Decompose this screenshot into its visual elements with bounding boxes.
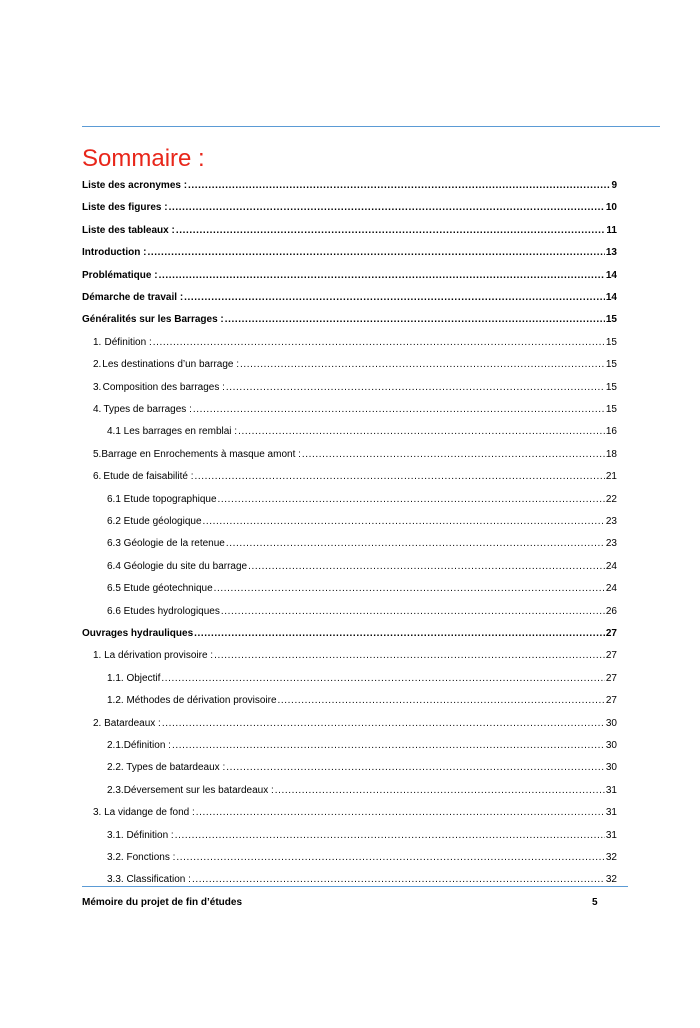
- dot-leader: [159, 270, 605, 282]
- toc-entry-label: 6.5 Etude géotechnique: [107, 583, 213, 595]
- toc-entry-label: Généralités sur les Barrages :: [82, 314, 224, 326]
- toc-entry-label: Démarche de travail :: [82, 292, 184, 303]
- dot-leader: [225, 314, 605, 326]
- dot-leader: [196, 807, 605, 819]
- header-rule: [82, 126, 660, 127]
- toc-entry-page: 14: [605, 292, 617, 303]
- dot-leader: [184, 292, 605, 304]
- toc-entry[interactable]: [93, 646, 617, 662]
- toc-entry[interactable]: [93, 355, 617, 371]
- toc-entry[interactable]: [107, 534, 617, 550]
- toc-entry[interactable]: [93, 400, 617, 416]
- toc-entry-label: 3. La vidange de fond :: [93, 807, 195, 819]
- toc-entry[interactable]: [107, 490, 617, 506]
- dot-leader: [275, 785, 605, 797]
- dot-leader: [162, 718, 605, 730]
- dot-leader: [214, 650, 605, 662]
- dot-leader: [161, 673, 605, 685]
- dot-leader: [147, 247, 604, 259]
- toc-entry[interactable]: [82, 243, 617, 259]
- toc-entry[interactable]: [82, 310, 617, 326]
- toc-entry-page: 27: [605, 672, 617, 684]
- toc-entry-page: 15: [605, 404, 617, 415]
- dot-leader: [153, 337, 605, 349]
- dot-leader: [248, 561, 605, 573]
- toc-title: Sommaire :: [82, 145, 205, 172]
- toc-entry[interactable]: [82, 176, 617, 192]
- toc-entry[interactable]: [107, 691, 617, 707]
- toc-entry-label: Ouvrages hydrauliques: [82, 628, 194, 639]
- toc-entry-number: 2.1.: [107, 740, 124, 751]
- toc-entry[interactable]: [93, 333, 617, 349]
- toc-entry-page: 14: [605, 269, 617, 281]
- toc-entry[interactable]: [82, 266, 617, 282]
- toc-entry[interactable]: [107, 870, 617, 886]
- dot-leader: [169, 202, 605, 214]
- dot-leader: [193, 404, 605, 416]
- toc-entry-label: Liste des acronymes :: [82, 180, 188, 191]
- toc-entry[interactable]: [82, 288, 617, 304]
- toc-entry-label: Types de barrages :: [103, 404, 192, 415]
- dot-leader: [226, 538, 605, 550]
- toc-entry-page: 31: [605, 784, 617, 796]
- toc-entry-label: 6.6 Etudes hydrologiques: [107, 605, 220, 617]
- toc-entry-label: Etude de faisabilité :: [103, 471, 194, 483]
- dot-leader: [176, 852, 605, 864]
- toc-entry-label: Introduction :: [82, 247, 147, 259]
- toc-entry-label: Déversement sur les batardeaux :: [123, 784, 274, 796]
- toc-entry-page: 15: [605, 336, 617, 348]
- toc-entry-page: 13: [605, 247, 617, 259]
- dot-leader: [172, 740, 605, 752]
- toc-entry-label: Problématique :: [82, 269, 158, 281]
- dot-leader: [278, 695, 605, 707]
- toc-entry-label: 6.4 Géologie du site du barrage: [107, 560, 248, 572]
- toc-entry-page: 23: [605, 516, 617, 527]
- toc-entry[interactable]: [107, 579, 617, 595]
- dot-leader: [226, 762, 605, 774]
- toc-entry[interactable]: [93, 714, 617, 730]
- toc-entry-number: 2.: [93, 359, 102, 371]
- toc-entry-page: 15: [605, 381, 617, 393]
- toc-entry[interactable]: [107, 736, 617, 752]
- toc-entry-number: 3.: [93, 381, 102, 393]
- toc-entry-label: Définition :: [104, 336, 152, 348]
- toc-entry[interactable]: [107, 848, 617, 864]
- toc-entry-label: 6.1 Etude topographique: [107, 493, 217, 505]
- footer-page-number: 5: [592, 897, 598, 908]
- toc-entry[interactable]: [107, 669, 617, 685]
- toc-entry-number: 2.3.: [107, 784, 124, 796]
- toc-entry-label: 1. La dérivation provisoire :: [93, 650, 214, 662]
- toc-entry-label: 1.1. Objectif: [107, 672, 161, 684]
- dot-leader: [188, 180, 610, 192]
- toc-entry-page: 22: [605, 493, 617, 505]
- footer-document-title: Mémoire du projet de fin d’études: [82, 897, 243, 908]
- toc-entry-page: 16: [605, 426, 617, 438]
- dot-leader: [238, 426, 605, 438]
- toc-entry-page: 27: [605, 628, 617, 639]
- toc-entry[interactable]: [107, 602, 617, 618]
- dot-leader: [302, 449, 605, 461]
- toc-entry-page: 15: [605, 359, 617, 371]
- toc-entry-label: Liste des figures :: [82, 202, 168, 214]
- toc-entry[interactable]: [107, 512, 617, 528]
- toc-entry[interactable]: [82, 198, 617, 214]
- dot-leader: [192, 874, 605, 886]
- toc-entry-page: 31: [605, 829, 617, 841]
- toc-entry-label: Définition :: [123, 740, 171, 751]
- dot-leader: [194, 471, 604, 483]
- toc-entry-page: 32: [605, 874, 617, 886]
- toc-entry-number: 5.: [93, 448, 102, 460]
- toc-entry-label: 6.3 Géologie de la retenue: [107, 538, 225, 550]
- toc-entry[interactable]: [107, 826, 617, 842]
- toc-entry-page: 30: [605, 717, 617, 729]
- toc-entry-label: 3.1. Définition :: [107, 829, 174, 841]
- toc-entry[interactable]: [107, 781, 617, 797]
- toc-entry[interactable]: [82, 221, 617, 237]
- dot-leader: [214, 583, 605, 595]
- toc-entry-label: 2. Batardeaux :: [93, 717, 161, 729]
- toc-entry-page: 30: [605, 762, 617, 774]
- toc-entry-page: 18: [605, 448, 617, 460]
- dot-leader: [218, 494, 605, 506]
- toc-entry[interactable]: [93, 445, 617, 461]
- dot-leader: [240, 359, 605, 371]
- toc-entry-page: 21: [605, 471, 617, 483]
- footer-rule: [82, 886, 628, 887]
- toc-entry-page: 15: [605, 314, 617, 326]
- toc-entry-number: 1.: [93, 336, 102, 348]
- toc-entry[interactable]: [107, 422, 617, 438]
- toc-entry-page: 9: [611, 180, 617, 191]
- dot-leader: [176, 225, 606, 237]
- toc-entry-page: 31: [605, 807, 617, 819]
- dot-leader: [226, 382, 605, 394]
- toc-entry-number: 6.: [93, 471, 102, 483]
- toc-entry-page: 24: [605, 560, 617, 572]
- toc-entry[interactable]: [107, 557, 617, 573]
- toc-entry-number: 4.: [93, 404, 102, 415]
- toc-entry-page: 11: [606, 224, 617, 236]
- toc-entry-page: 26: [605, 605, 617, 617]
- toc-entry-label: 6.2 Etude géologique: [107, 516, 202, 527]
- toc-entry-page: 32: [605, 852, 617, 863]
- toc-entry-label: 3.3. Classification :: [107, 874, 191, 886]
- toc-entry-page: 23: [605, 538, 617, 550]
- toc-entry-page: 24: [605, 583, 617, 595]
- toc-entry-page: 27: [605, 695, 617, 707]
- toc-entry[interactable]: [93, 467, 617, 483]
- toc-entry-page: 10: [605, 202, 617, 214]
- dot-leader: [194, 628, 605, 640]
- toc-entry[interactable]: [82, 624, 617, 640]
- toc-entry-label: Barrage en Enrochements à masque amont :: [101, 448, 301, 460]
- dot-leader: [175, 830, 605, 842]
- toc-entry[interactable]: [93, 378, 617, 394]
- toc-entry-label: 3.2. Fonctions :: [107, 852, 176, 863]
- toc-entry-page: 30: [605, 740, 617, 751]
- toc-entry-page: 27: [605, 650, 617, 662]
- toc-entry-label: 4.1 Les barrages en remblai :: [107, 426, 238, 438]
- toc-entry-label: Liste des tableaux :: [82, 224, 175, 236]
- toc-entry-label: 1.2. Méthodes de dérivation provisoire: [107, 695, 277, 707]
- toc-entry[interactable]: [93, 803, 617, 819]
- toc-entry-label: Composition des barrages :: [102, 381, 225, 393]
- toc-entry[interactable]: [107, 758, 617, 774]
- toc-entry-label: 2.2. Types de batardeaux :: [107, 762, 226, 774]
- dot-leader: [203, 516, 605, 528]
- toc-entry-label: Les destinations d’un barrage :: [102, 359, 240, 371]
- dot-leader: [221, 606, 605, 618]
